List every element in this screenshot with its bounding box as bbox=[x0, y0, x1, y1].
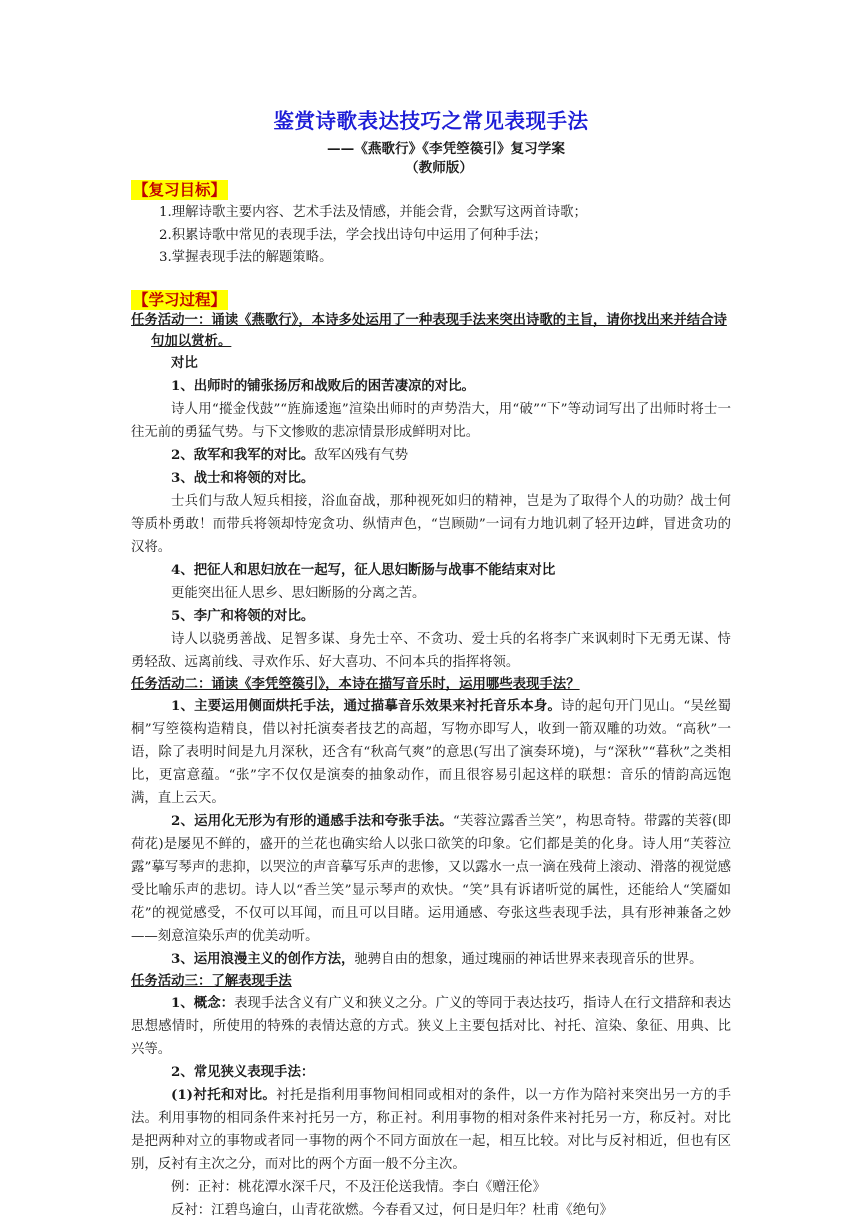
task1-point-body: 诗人用“摐金伐鼓”“旌旆逶迤”渲染出师时的声势浩大，用“破”“下”等动词写出了出师时将士一往无前的勇猛气势。与下文惨败的悲凉情景形成鲜明对比。 bbox=[131, 401, 731, 440]
task1-point-body: 诗人以骁勇善战、足智多谋、身先士卒、不贪功、爱士兵的名将李广来讽刺时下无勇无谋、恃勇轻敌、远离前线、寻欢作乐、好大喜功、不问本兵的指挥将领。 bbox=[131, 631, 731, 670]
task3-point-body: 表现手法含义有广义和狭义之分。广义的等同于表达技巧，指诗人在行文措辞和表达思想感情时，所使用的特殊的表情达意的方式。狭义上主要包括对比、衬托、渲染、象征、用典、比兴等。 bbox=[131, 995, 731, 1057]
task1-point-title: 4、把征人和思妇放在一起写，征人思妇断肠与战事不能结束对比 bbox=[171, 561, 556, 578]
task1-point-title: 1、出师时的铺张扬厉和战败后的困苦凄凉的对比。 bbox=[171, 377, 475, 394]
task1-heading: 任务活动一：诵读《燕歌行》，本诗多处运用了一种表现手法来突出诗歌的主旨，请你找出来并结合诗句加以赏析。 bbox=[131, 311, 727, 349]
task2-point-title: 3、运用浪漫主义的创作方法， bbox=[171, 950, 355, 967]
goal-item: 1.理解诗歌主要内容、艺术手法及情感，并能会背，会默写这两首诗歌； bbox=[159, 205, 587, 220]
goal-item: 3.掌握表现手法的解题策略。 bbox=[159, 250, 333, 265]
task3-example: 例：正衬：桃花潭水深千尺，不及汪伦送我情。李白《赠汪伦》 bbox=[171, 1179, 546, 1195]
task3-heading: 任务活动三：了解表现手法 bbox=[131, 972, 292, 989]
goals-heading: 【复习目标】 bbox=[133, 181, 227, 199]
task3-point-body: 衬托是指利用事物间相同或相对的条件，以一方作为陪衬来突出另一方的手法。利用事物的相同条件来衬托另一方，称正衬。利用事物的相对条件来衬托另一方，称反衬。对比是把两种对立的事物或者同一事物的两个不同方面放在一起，相互比较。对比与反衬相近，但也有区别，反衬有主次之分，而对比的两个方面一般不分主次。 bbox=[131, 1087, 731, 1172]
goal-item: 2.积累诗歌中常见的表现手法，学会找出诗句中运用了何种手法； bbox=[159, 227, 547, 243]
task2-point-title: 1、主要运用侧面烘托手法，通过描摹音乐效果来衬托音乐本身。 bbox=[171, 697, 562, 714]
task3-point-title: 1、概念： bbox=[171, 994, 235, 1011]
task1-point-body: 更能突出征人思乡、思妇断肠的分离之苦。 bbox=[171, 585, 426, 601]
task1-point-title: 3、战士和将领的对比。 bbox=[171, 469, 315, 486]
edition-label: （教师版） bbox=[405, 160, 473, 176]
task1-point-title: 5、李广和将领的对比。 bbox=[171, 607, 315, 624]
task1-point-body: 敌军凶残有气势 bbox=[314, 447, 408, 463]
process-heading: 【学习过程】 bbox=[133, 290, 227, 309]
task1-point-body: 士兵们与敌人短兵相接，浴血奋战，那种视死如归的精神，岂是为了取得个人的功勋？战士何等质朴勇敢！而带兵将领却恃宠贪功、纵情声色，“岂顾勋”一词有力地讥刺了轻开边衅，冒进贪功的汉将。 bbox=[131, 493, 731, 555]
task2-point-title: 2、运用化无形为有形的通感手法和夸张手法。 bbox=[171, 812, 453, 829]
task2-point-body: 驰骋自由的想象，通过瑰丽的神话世界来表现音乐的世界。 bbox=[354, 951, 703, 967]
task3-example: 反衬：江碧鸟逾白，山青花欲燃。今春看又过，何日是归年？杜甫《绝句》 bbox=[171, 1202, 613, 1218]
task2-point-body: 诗的起句开门见山。“吴丝蜀桐”写箜篌构造精良，借以衬托演奏者技艺的高超，写物亦即写人，收到一箭双雕的功效。“高秋”一语，除了表明时间是九月深秋，还含有“秋高气爽”的意思(写出了演奏环境)，与“深秋”“暮秋”之类相比，更富意蕴。“张”字不仅仅是演奏的抽象动作，而且很容易引起这样的联想：音乐的情韵高远饱满，直上云天。 bbox=[131, 698, 731, 806]
task2-point-body: “芙蓉泣露香兰笑”，构思奇特。带露的芙蓉(即荷花)是屡见不鲜的，盛开的兰花也确实给人以张口欲笑的印象。它们都是美的化身。诗人用“芙蓉泣露”摹写琴声的悲抑，以哭泣的声音摹写乐声的悲惨，又以露水一点一滴在残荷上滚动、滑落的视觉感受比喻乐声的悲切。诗人以“香兰笑”显示琴声的欢快。“笑”具有诉诸听觉的属性，还能给人“笑靥如花”的视觉感受，不仅可以耳闻，而且可以目睹。运用通感、夸张这些表现手法，具有形神兼备之妙——刻意渲染乐声的优美动听。 bbox=[131, 813, 731, 944]
document-content bbox=[131, 104, 731, 1222]
task1-point-title: 2、敌军和我军的对比。 bbox=[171, 446, 315, 463]
page-title: 鉴赏诗歌表达技巧之常见表现手法 bbox=[273, 109, 589, 133]
task2-heading: 任务活动二：诵读《李凭箜篌引》，本诗在描写音乐时，运用哪些表现手法？ bbox=[131, 675, 580, 692]
task3-point-title: (1)衬托和对比。 bbox=[171, 1086, 277, 1103]
task1-answer-label: 对比 bbox=[171, 354, 198, 371]
page-subtitle: ——《燕歌行》《李凭箜篌引》复习学案 bbox=[327, 141, 565, 157]
task3-point-title: 2、常见狭义表现手法： bbox=[171, 1063, 315, 1080]
